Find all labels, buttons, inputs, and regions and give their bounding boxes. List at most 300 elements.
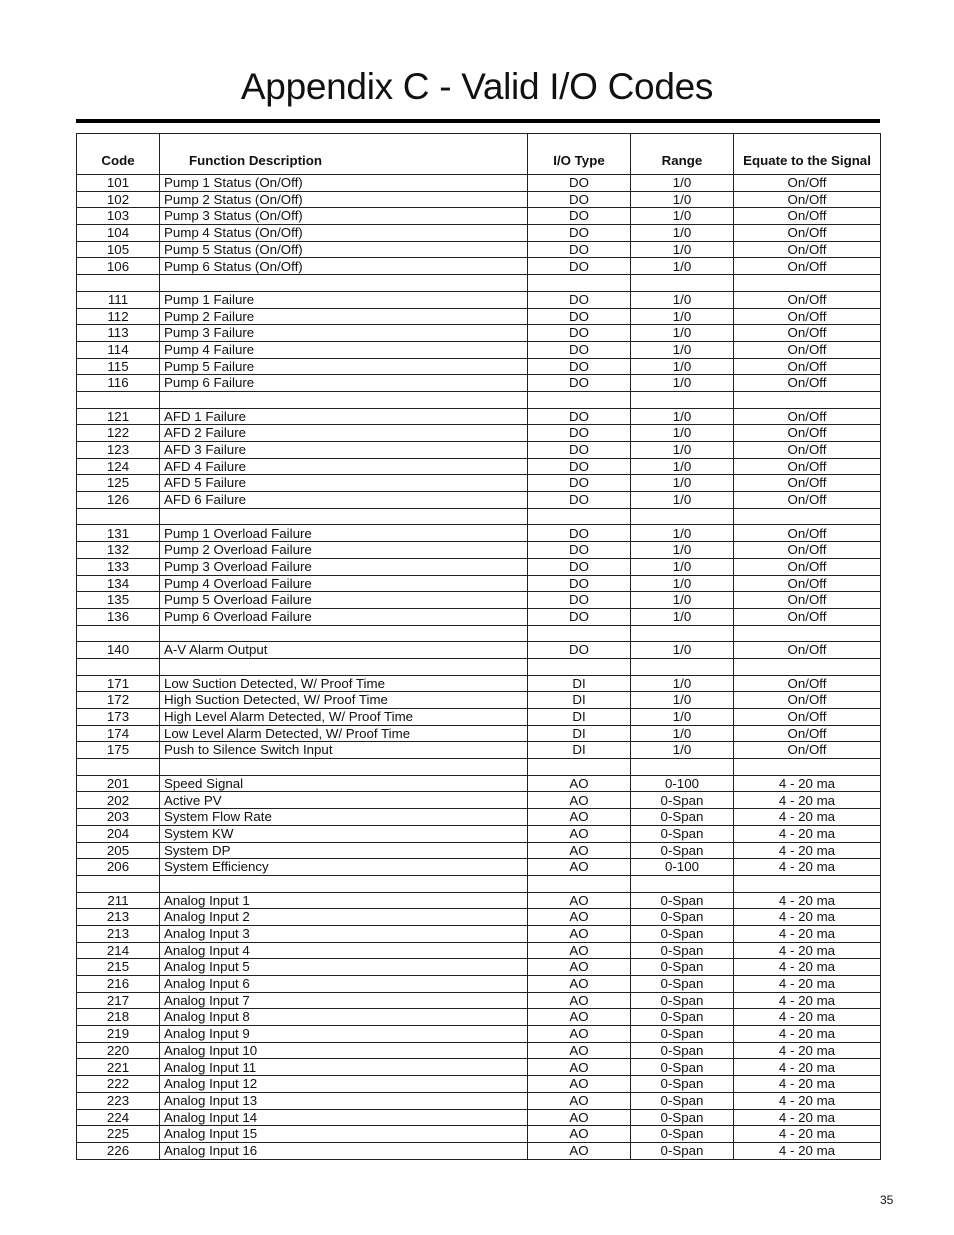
table-row [77,1042,881,1059]
cell-io-type: AO [528,992,631,1009]
cell-equate-signal: On/Off [734,291,881,308]
cell-range: 0-Span [631,959,734,976]
cell-function-description: AFD 4 Failure [160,458,528,475]
table-row [77,675,881,692]
cell-io-type: AO [528,859,631,876]
cell-function-description: Analog Input 16 [160,1142,528,1159]
cell-range: 1/0 [631,208,734,225]
cell-function-description: Analog Input 14 [160,1109,528,1126]
cell-code: 105 [77,241,160,258]
cell-range: 1/0 [631,341,734,358]
table-row [77,892,881,909]
cell-equate-signal: 4 - 20 ma [734,1109,881,1126]
cell-equate-signal: 4 - 20 ma [734,976,881,993]
cell-io-type: AO [528,1059,631,1076]
cell-range: 0-100 [631,775,734,792]
cell-code: 114 [77,341,160,358]
cell-io-type: DO [528,442,631,459]
cell-range [631,625,734,642]
cell-io-type: DO [528,492,631,509]
cell-io-type: DO [528,341,631,358]
cell-io-type: DO [528,225,631,242]
cell-io-type: DO [528,592,631,609]
header-range: Range [631,134,734,175]
cell-equate-signal: 4 - 20 ma [734,925,881,942]
cell-io-type: DI [528,742,631,759]
cell-function-description: AFD 6 Failure [160,492,528,509]
cell-io-type: DI [528,709,631,726]
cell-io-type: DI [528,725,631,742]
cell-function-description [160,759,528,776]
cell-code: 214 [77,942,160,959]
cell-io-type: AO [528,976,631,993]
cell-code: 172 [77,692,160,709]
cell-range [631,275,734,292]
cell-function-description: Pump 5 Failure [160,358,528,375]
cell-range: 0-Span [631,842,734,859]
cell-function-description [160,275,528,292]
table-row [77,442,881,459]
cell-code: 218 [77,1009,160,1026]
cell-io-type: DO [528,608,631,625]
table-row [77,942,881,959]
cell-equate-signal: 4 - 20 ma [734,1142,881,1159]
cell-function-description: Pump 4 Failure [160,341,528,358]
cell-function-description: Analog Input 15 [160,1126,528,1143]
cell-code: 132 [77,542,160,559]
cell-io-type: DO [528,258,631,275]
table-row [77,1009,881,1026]
cell-equate-signal [734,391,881,408]
cell-equate-signal: On/Off [734,642,881,659]
cell-code: 216 [77,976,160,993]
table-row [77,558,881,575]
cell-range: 0-Span [631,792,734,809]
cell-code: 213 [77,925,160,942]
header-function-description: Function Description [160,134,528,175]
header-code: Code [77,134,160,175]
cell-equate-signal: 4 - 20 ma [734,942,881,959]
table-row [77,925,881,942]
cell-function-description: AFD 2 Failure [160,425,528,442]
cell-io-type: AO [528,775,631,792]
cell-function-description: Pump 5 Status (On/Off) [160,241,528,258]
cell-code: 173 [77,709,160,726]
table-spacer-row [77,875,881,892]
cell-io-type: DO [528,525,631,542]
cell-io-type: DO [528,475,631,492]
cell-function-description: Analog Input 4 [160,942,528,959]
cell-function-description: Pump 5 Overload Failure [160,592,528,609]
cell-range: 1/0 [631,325,734,342]
cell-io-type: AO [528,842,631,859]
table-spacer-row [77,625,881,642]
cell-range: 1/0 [631,642,734,659]
cell-io-type: DO [528,425,631,442]
cell-range: 1/0 [631,742,734,759]
table-row [77,642,881,659]
table-row [77,308,881,325]
table-row [77,1026,881,1043]
cell-io-type [528,875,631,892]
cell-function-description: Analog Input 1 [160,892,528,909]
cell-io-type: DO [528,191,631,208]
cell-io-type: DO [528,308,631,325]
cell-io-type [528,508,631,525]
cell-range: 0-Span [631,1026,734,1043]
table-body [77,175,881,1160]
cell-equate-signal: 4 - 20 ma [734,775,881,792]
cell-range: 1/0 [631,458,734,475]
cell-function-description: Pump 4 Status (On/Off) [160,225,528,242]
table-row [77,525,881,542]
cell-code [77,625,160,642]
table-row [77,408,881,425]
table-row [77,992,881,1009]
cell-equate-signal: On/Off [734,475,881,492]
table-row [77,458,881,475]
title-rule [76,119,880,123]
cell-code: 116 [77,375,160,392]
cell-equate-signal: On/Off [734,675,881,692]
table-row [77,742,881,759]
cell-code: 215 [77,959,160,976]
cell-range [631,508,734,525]
cell-code: 140 [77,642,160,659]
table-row [77,1059,881,1076]
cell-code: 103 [77,208,160,225]
table-spacer-row [77,759,881,776]
cell-io-type: AO [528,1042,631,1059]
cell-range: 1/0 [631,675,734,692]
cell-range: 1/0 [631,258,734,275]
cell-code [77,658,160,675]
table-row [77,959,881,976]
cell-code: 101 [77,175,160,192]
table-row [77,208,881,225]
table-row [77,608,881,625]
cell-equate-signal [734,275,881,292]
cell-code: 134 [77,575,160,592]
table-row [77,492,881,509]
cell-function-description: Pump 6 Failure [160,375,528,392]
cell-function-description: Analog Input 13 [160,1092,528,1109]
cell-code: 106 [77,258,160,275]
table-spacer-row [77,658,881,675]
cell-equate-signal: On/Off [734,442,881,459]
table-row [77,859,881,876]
cell-code: 205 [77,842,160,859]
cell-code: 112 [77,308,160,325]
cell-code [77,875,160,892]
cell-code: 122 [77,425,160,442]
cell-range [631,391,734,408]
table-row [77,775,881,792]
cell-equate-signal [734,658,881,675]
cell-function-description: AFD 1 Failure [160,408,528,425]
cell-range: 1/0 [631,709,734,726]
cell-range: 0-Span [631,1109,734,1126]
cell-function-description: Pump 3 Failure [160,325,528,342]
table-spacer-row [77,391,881,408]
cell-function-description: Analog Input 11 [160,1059,528,1076]
cell-function-description: System Efficiency [160,859,528,876]
cell-range: 0-Span [631,1042,734,1059]
cell-code: 202 [77,792,160,809]
cell-range: 1/0 [631,475,734,492]
cell-function-description: Analog Input 3 [160,925,528,942]
cell-range: 0-Span [631,1009,734,1026]
cell-range: 0-Span [631,825,734,842]
cell-range: 0-Span [631,1092,734,1109]
cell-code [77,759,160,776]
cell-equate-signal [734,759,881,776]
cell-function-description: High Suction Detected, W/ Proof Time [160,692,528,709]
cell-code: 203 [77,809,160,826]
header-row [77,134,881,175]
cell-range: 0-Span [631,809,734,826]
cell-code: 204 [77,825,160,842]
cell-io-type: AO [528,892,631,909]
cell-io-type: DO [528,291,631,308]
cell-code: 123 [77,442,160,459]
cell-code [77,275,160,292]
cell-equate-signal: 4 - 20 ma [734,992,881,1009]
cell-equate-signal: 4 - 20 ma [734,825,881,842]
cell-range: 1/0 [631,375,734,392]
table-row [77,225,881,242]
cell-code: 124 [77,458,160,475]
cell-range: 1/0 [631,558,734,575]
table-row [77,1126,881,1143]
cell-range: 1/0 [631,425,734,442]
table-row [77,792,881,809]
cell-equate-signal [734,875,881,892]
cell-range: 0-Span [631,1076,734,1093]
cell-function-description [160,875,528,892]
cell-io-type: AO [528,792,631,809]
cell-code: 224 [77,1109,160,1126]
cell-range: 0-Span [631,1059,734,1076]
cell-code: 135 [77,592,160,609]
cell-io-type: AO [528,809,631,826]
table-row [77,809,881,826]
cell-range: 1/0 [631,358,734,375]
cell-equate-signal: On/Off [734,175,881,192]
cell-equate-signal: On/Off [734,558,881,575]
cell-range: 1/0 [631,725,734,742]
cell-function-description: A-V Alarm Output [160,642,528,659]
cell-equate-signal: On/Off [734,325,881,342]
cell-io-type: AO [528,1026,631,1043]
cell-range: 0-Span [631,1142,734,1159]
cell-io-type: DO [528,642,631,659]
table-row [77,592,881,609]
cell-range: 1/0 [631,542,734,559]
table-spacer-row [77,508,881,525]
cell-function-description: Low Level Alarm Detected, W/ Proof Time [160,725,528,742]
cell-function-description: Analog Input 8 [160,1009,528,1026]
table-row [77,825,881,842]
cell-code: 201 [77,775,160,792]
cell-io-type [528,658,631,675]
cell-io-type: AO [528,942,631,959]
cell-range: 0-Span [631,976,734,993]
cell-io-type: AO [528,925,631,942]
table-row [77,1142,881,1159]
cell-range: 0-Span [631,892,734,909]
cell-code [77,508,160,525]
cell-equate-signal: On/Off [734,525,881,542]
table-row [77,709,881,726]
cell-equate-signal [734,625,881,642]
cell-range: 0-100 [631,859,734,876]
cell-code: 223 [77,1092,160,1109]
cell-equate-signal: On/Off [734,542,881,559]
cell-code: 171 [77,675,160,692]
cell-code: 211 [77,892,160,909]
cell-equate-signal: On/Off [734,191,881,208]
cell-function-description: Push to Silence Switch Input [160,742,528,759]
cell-io-type [528,391,631,408]
cell-function-description [160,625,528,642]
cell-io-type: AO [528,909,631,926]
cell-io-type: DO [528,325,631,342]
table-row [77,725,881,742]
cell-function-description: AFD 5 Failure [160,475,528,492]
header-io-type: I/O Type [528,134,631,175]
table-row [77,1092,881,1109]
cell-equate-signal: On/Off [734,608,881,625]
cell-equate-signal: On/Off [734,341,881,358]
cell-equate-signal: On/Off [734,592,881,609]
cell-code: 213 [77,909,160,926]
table-row [77,542,881,559]
table-row [77,175,881,192]
cell-equate-signal: 4 - 20 ma [734,909,881,926]
cell-function-description: Analog Input 12 [160,1076,528,1093]
cell-code: 206 [77,859,160,876]
cell-equate-signal: On/Off [734,742,881,759]
table-row [77,425,881,442]
cell-io-type: DO [528,408,631,425]
cell-function-description: Pump 1 Failure [160,291,528,308]
cell-function-description: Analog Input 7 [160,992,528,1009]
cell-range: 1/0 [631,442,734,459]
cell-io-type: AO [528,1142,631,1159]
cell-range: 1/0 [631,175,734,192]
cell-io-type: DO [528,208,631,225]
cell-function-description: Pump 6 Status (On/Off) [160,258,528,275]
cell-code: 226 [77,1142,160,1159]
table-row [77,842,881,859]
cell-range [631,759,734,776]
cell-range [631,658,734,675]
cell-range: 0-Span [631,909,734,926]
cell-function-description: Pump 3 Overload Failure [160,558,528,575]
table-spacer-row [77,275,881,292]
cell-range: 1/0 [631,191,734,208]
cell-io-type: AO [528,1092,631,1109]
cell-equate-signal: 4 - 20 ma [734,1076,881,1093]
cell-function-description: Pump 2 Failure [160,308,528,325]
cell-equate-signal: On/Off [734,408,881,425]
cell-range: 1/0 [631,225,734,242]
cell-io-type: DO [528,458,631,475]
cell-equate-signal: 4 - 20 ma [734,1026,881,1043]
cell-io-type: DI [528,692,631,709]
cell-equate-signal: On/Off [734,709,881,726]
cell-code: 133 [77,558,160,575]
cell-equate-signal: On/Off [734,208,881,225]
table-row [77,1109,881,1126]
cell-io-type: DO [528,241,631,258]
table-row [77,358,881,375]
cell-io-type: DO [528,175,631,192]
cell-equate-signal: 4 - 20 ma [734,1009,881,1026]
table-row [77,341,881,358]
table-row [77,692,881,709]
cell-code [77,391,160,408]
cell-function-description: Pump 1 Overload Failure [160,525,528,542]
table-header [77,134,881,175]
cell-function-description: High Level Alarm Detected, W/ Proof Time [160,709,528,726]
cell-io-type: AO [528,825,631,842]
cell-code: 222 [77,1076,160,1093]
cell-range: 1/0 [631,291,734,308]
cell-equate-signal: 4 - 20 ma [734,959,881,976]
cell-equate-signal: 4 - 20 ma [734,842,881,859]
cell-io-type: DO [528,358,631,375]
table-row [77,575,881,592]
cell-equate-signal: 4 - 20 ma [734,809,881,826]
cell-equate-signal: On/Off [734,492,881,509]
cell-code: 111 [77,291,160,308]
cell-io-type: AO [528,1076,631,1093]
cell-io-type: AO [528,1109,631,1126]
cell-range: 1/0 [631,492,734,509]
cell-io-type [528,275,631,292]
cell-range: 0-Span [631,925,734,942]
cell-io-type: AO [528,1009,631,1026]
cell-range: 1/0 [631,608,734,625]
cell-code: 225 [77,1126,160,1143]
table-row [77,325,881,342]
cell-io-type: DO [528,375,631,392]
cell-equate-signal: 4 - 20 ma [734,1059,881,1076]
cell-function-description: Active PV [160,792,528,809]
io-codes-table [76,133,881,1160]
cell-range: 1/0 [631,692,734,709]
table-row [77,258,881,275]
cell-io-type: DI [528,675,631,692]
table-row [77,475,881,492]
cell-code: 115 [77,358,160,375]
cell-function-description: System DP [160,842,528,859]
cell-equate-signal: On/Off [734,375,881,392]
cell-equate-signal: On/Off [734,241,881,258]
cell-function-description: Analog Input 9 [160,1026,528,1043]
cell-function-description: Analog Input 5 [160,959,528,976]
table-row [77,1076,881,1093]
cell-function-description: Pump 4 Overload Failure [160,575,528,592]
cell-equate-signal: On/Off [734,692,881,709]
cell-code: 104 [77,225,160,242]
cell-function-description: Analog Input 10 [160,1042,528,1059]
cell-code: 136 [77,608,160,625]
cell-io-type [528,759,631,776]
cell-range [631,875,734,892]
